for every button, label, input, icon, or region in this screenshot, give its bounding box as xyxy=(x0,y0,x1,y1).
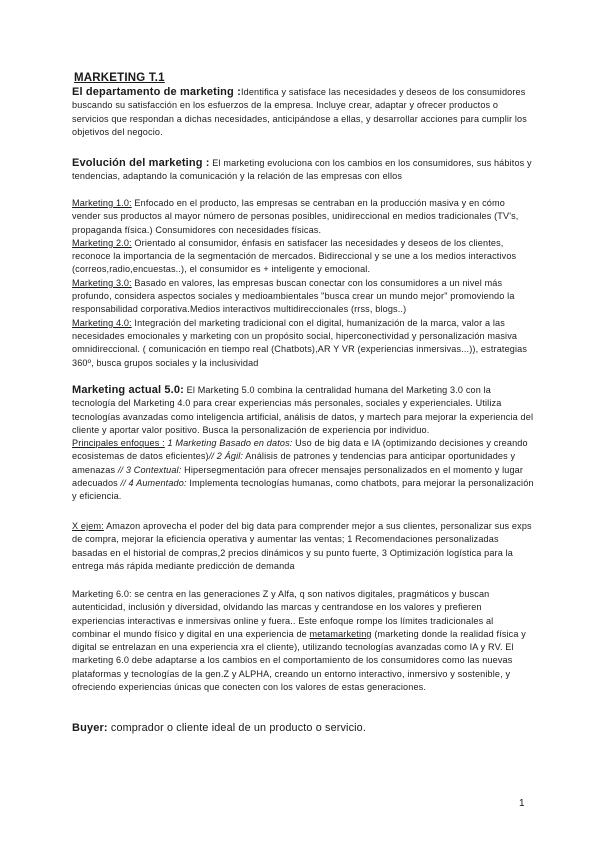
text-enfoque-3: Hipersegmentación para ofrecer mensajes personalizados en el momento y lugar adecuados xyxy=(72,464,524,489)
label-enfoque-1: 1 Marketing Basado en datos: xyxy=(164,438,293,449)
paragraph-evolucion xyxy=(72,157,534,184)
text-enfoque-1: Uso de big data e IA (optimizando decisiones y creando ecosistemas de datos eficientes) xyxy=(72,438,528,462)
label-marketing-3: Marketing 3.0: xyxy=(72,277,132,288)
label-enfoque-3: // 3 Contextual: xyxy=(117,464,182,475)
label-enfoque-2: // 2 Ágil: xyxy=(208,451,244,462)
heading-departamento: El departamento de marketing : xyxy=(72,86,241,98)
item-marketing-1 xyxy=(72,197,534,237)
term-metamarketing: metamarketing xyxy=(309,628,372,639)
paragraph-marketing-6 xyxy=(72,588,534,694)
text-marketing-2: Orientado al consumidor, énfasis en satisfacer las necesidades y deseos de los clientes, reconoce la importancia de la segmentación de mercados. Bidireccional y se une a los medios interactivos (correos,radio,encuestas..), el consumidor es + inteligente y emocional. xyxy=(72,237,517,275)
heading-evolucion: Evolución del marketing : xyxy=(72,157,210,169)
label-ejemplo: X ejem: xyxy=(72,521,104,531)
label-marketing-2: Marketing 2.0: xyxy=(72,237,132,248)
label-marketing-1: Marketing 1.0: xyxy=(72,198,132,208)
text-buyer: comprador o cliente ideal de un producto o servicio. xyxy=(107,722,366,734)
text-evolucion: El marketing evoluciona con los cambios en los consumidores, sus hábitos y tendencias, adaptando la comunicación y la relación de las empresas con ellos xyxy=(72,158,532,182)
page-number: 1 xyxy=(519,798,525,809)
label-buyer: Buyer: xyxy=(72,722,108,734)
heading-marketing-actual: Marketing actual 5.0: xyxy=(72,384,184,396)
page-title: MARKETING T.1 xyxy=(74,72,165,84)
item-marketing-4 xyxy=(72,317,534,370)
label-enfoque-4: // 4 Aumentado: xyxy=(120,478,187,489)
text-ejemplo: Amazon aprovecha el poder del big data para comprender mejor a sus clientes, personalizar sus exps de compra, mejorar la eficiencia operativa y aumentar las ventas; 1 Recomendaciones personalizadas basadas en el historial de compras,2 precios dinámicos y su punto fuerte, 3 Optimización logística para la entrega más rápida mediante predicción de demanda xyxy=(72,521,532,571)
item-marketing-2 xyxy=(72,237,534,277)
paragraph-buyer xyxy=(72,722,534,735)
paragraph-versiones xyxy=(72,197,534,370)
text-departamento: Identifica y satisface las necesidades y deseos de los consumidores buscando su satisfacción en los esfuerzos de la empresa. Incluye crear, adaptar y ofrecer productos o servicios que respondan a dichas necesidades, anticipándose a ellas, y desarrollar acciones para cumplir los objetivos del negocio. xyxy=(72,87,527,137)
paragraph-marketing-actual xyxy=(72,384,534,504)
text-enfoque-2: Análisis de patrones y tendencias para anticipar oportunidades y amenazas xyxy=(72,451,516,475)
label-principales-enfoques: Principales enfoques : xyxy=(72,438,165,449)
item-marketing-3 xyxy=(72,277,534,317)
paragraph-departamento xyxy=(72,86,534,139)
text-marketing-6-a: Marketing 6.0: se centra en las generaciones Z y Alfa, q son nativos digitales, pragmáticos y buscan autenticidad, inclusión y diversidad, olvidando las marcas y centrandose en los valores y prefieren experiencias interactivas e inmersivas online y fuera.. Este enfoque rompe los límites tradicionales al combinar el mundo físico y digital en una experiencia de xyxy=(72,589,494,639)
label-marketing-4: Marketing 4.0: xyxy=(72,317,132,328)
text-marketing-6-b: (marketing donde la realidad física y digital se entrelazan en una experiencia xra el cliente), utilizando tecnologías avanzadas como IA y RV. El marketing 6.0 debe adaptarse a los cambios en el comportamiento de los consumidores como las nuevas plataformas y tecnologías de la gen.Z y ALPHA, creando un entorno interactivo, inmersivo y sostenible, y ofreciendo experiencias únicas que conecten con los valores de estas generaciones. xyxy=(72,628,526,693)
text-marketing-actual: El Marketing 5.0 combina la centralidad humana del Marketing 3.0 con la tecnología del Marketing 4.0 para crear experiencias más personales, sociales y experienciales. Utiliza tecnologías avanzadas como inteligencia artificial, análisis de datos, y martech para mejorar la experiencia del cliente y aportar valor positivo. Busca la personalización de experiencia por individuo. xyxy=(72,385,534,435)
text-enfoque-4: Implementa tecnologías humanas, como chatbots, para mejorar la personalización y eficiencia. xyxy=(72,478,534,502)
paragraph-ejemplo xyxy=(72,520,534,573)
text-marketing-3: Basado en valores, las empresas buscan conectar con los consumidores a un nivel más profundo, considera aspectos sociales y medioambientales "busca crear un mundo mejor" promoviendo la responsabilidad corporativa.Medios interactivos multidireccionales (rrss, blogs..) xyxy=(72,277,515,315)
text-marketing-1: Enfocado en el producto, las empresas se centraban en la producción masiva y en cómo vender sus productos al mayor número de personas posibles, unidireccional en medios tradicionales (TV's, propaganda física.) Consumidores con necesidades físicas. xyxy=(72,198,519,235)
text-marketing-4: Integración del marketing tradicional con el digital, humanización de la marca, valor a las necesidades emocionales y marketing con un propósito social, hiperconectividad y personalización masiva omnidireccional. ( comunicación en tiempo real (Chatbots),AR Y VR (experiencias inmersivas...)), estrategias 360º, busca grupos sociales y la inclusividad xyxy=(72,317,528,368)
